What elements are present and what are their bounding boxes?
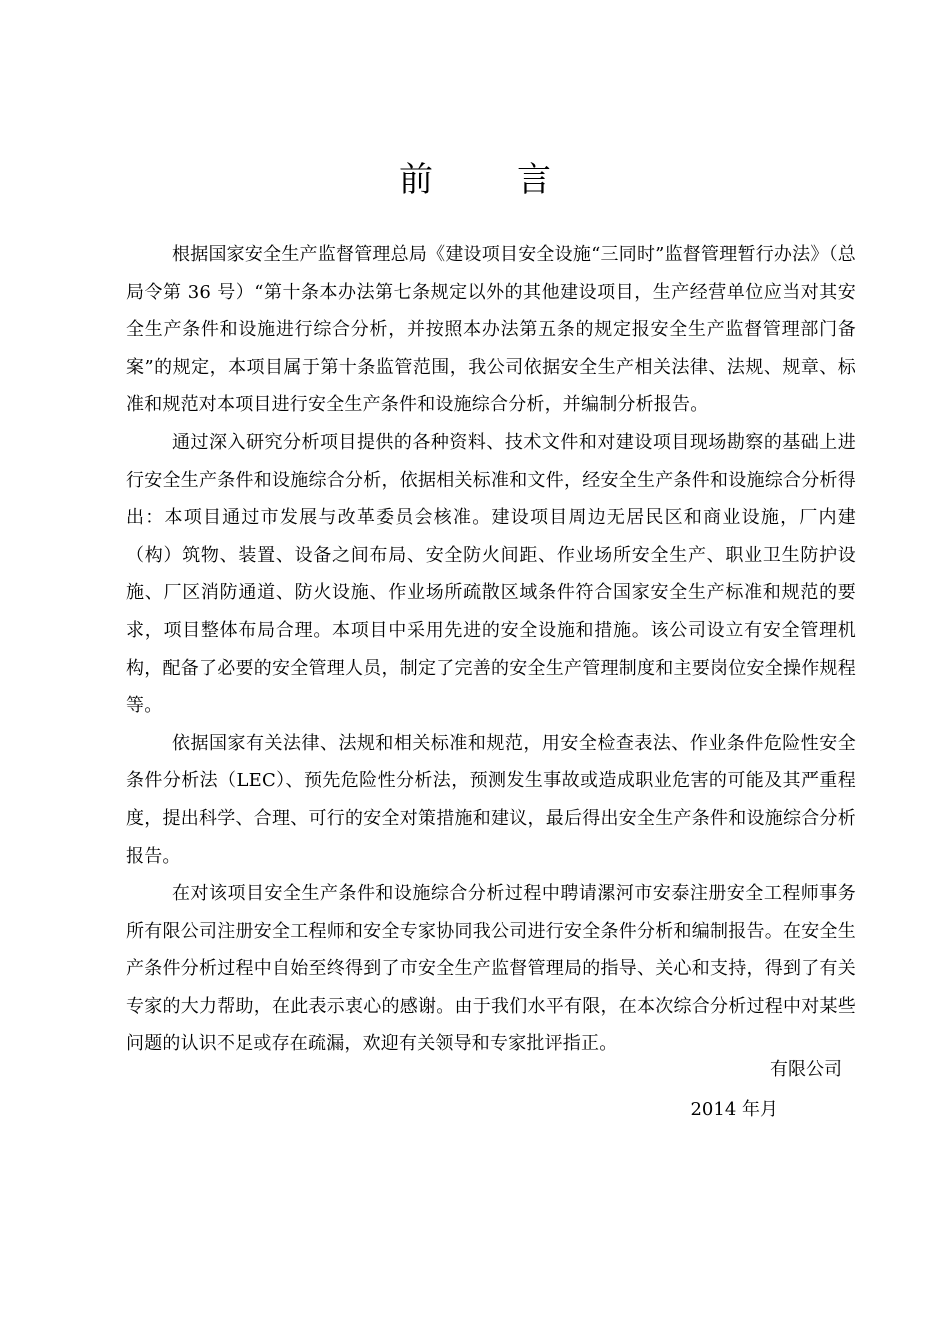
- paragraph-methods: 依据国家有关法律、法规和相关标准和规范，用安全检查表法、作业条件危险性安全条件分析法（LEC）、预先危险性分析法，预测发生事故或造成职业危害的可能及其严重程度，提出科学、合理、可行的安全对策措施和建议，最后得出安全生产条件和设施综合分析报告。: [126, 732, 856, 867]
- paragraph-acknowledgement: 在对该项目安全生产条件和设施综合分析过程中聘请漯河市安泰注册安全工程师事务所有限公司注册安全工程师和安全专家协同我公司进行安全条件分析和编制报告。在安全生产条件分析过程中自始至终得到了市安全生产监督管理局的指导、关心和支持，得到了有关专家的大力帮助，在此表示衷心的感谢。由于我们水平有限，在本次综合分析过程中对某些问题的认识不足或存在疏漏，欢迎有关领导和专家批评指正。: [126, 883, 856, 1055]
- paragraph-legal-basis: 根据国家安全生产监督管理总局《建设项目安全设施“三同时”监督管理暂行办法》（总局令第 36 号）“第十条本办法第七条规定以外的其他建设项目，生产经营单位应当对其安全生产条件和设施进行综合分析，并按照本办法第五条的规定报安全生产监督管理部门备案”的规定，本项目属于第十条监管范围，我公司依据安全生产相关法律、法规、规章、标准和规范对本项目进行安全生产条件和设施综合分析，并编制分析报告。: [126, 244, 856, 416]
- paragraph-analysis-summary: 通过深入研究分析项目提供的各种资料、技术文件和对建设项目现场勘察的基础上进行安全生产条件和设施综合分析，依据相关标准和文件，经安全生产条件和设施综合分析得出：本项目通过市发展与改革委员会核准。建设项目周边无居民区和商业设施，厂内建（构）筑物、装置、设备之间布局、安全防火间距、作业场所安全生产、职业卫生防护设施、厂区消防通道、防火设施、作业场所疏散区域条件符合国家安全生产标准和规范的要求，项目整体布局合理。本项目中采用先进的安全设施和措施。该公司设立有安全管理机构，配备了必要的安全管理人员，制定了完善的安全生产管理制度和主要岗位安全操作规程等。: [126, 431, 856, 717]
- page-title: 前言: [399, 160, 635, 200]
- signature-company: 有限公司: [770, 1059, 842, 1080]
- document-body: [126, 236, 856, 1063]
- signature-date: 2014 年月: [690, 1099, 778, 1120]
